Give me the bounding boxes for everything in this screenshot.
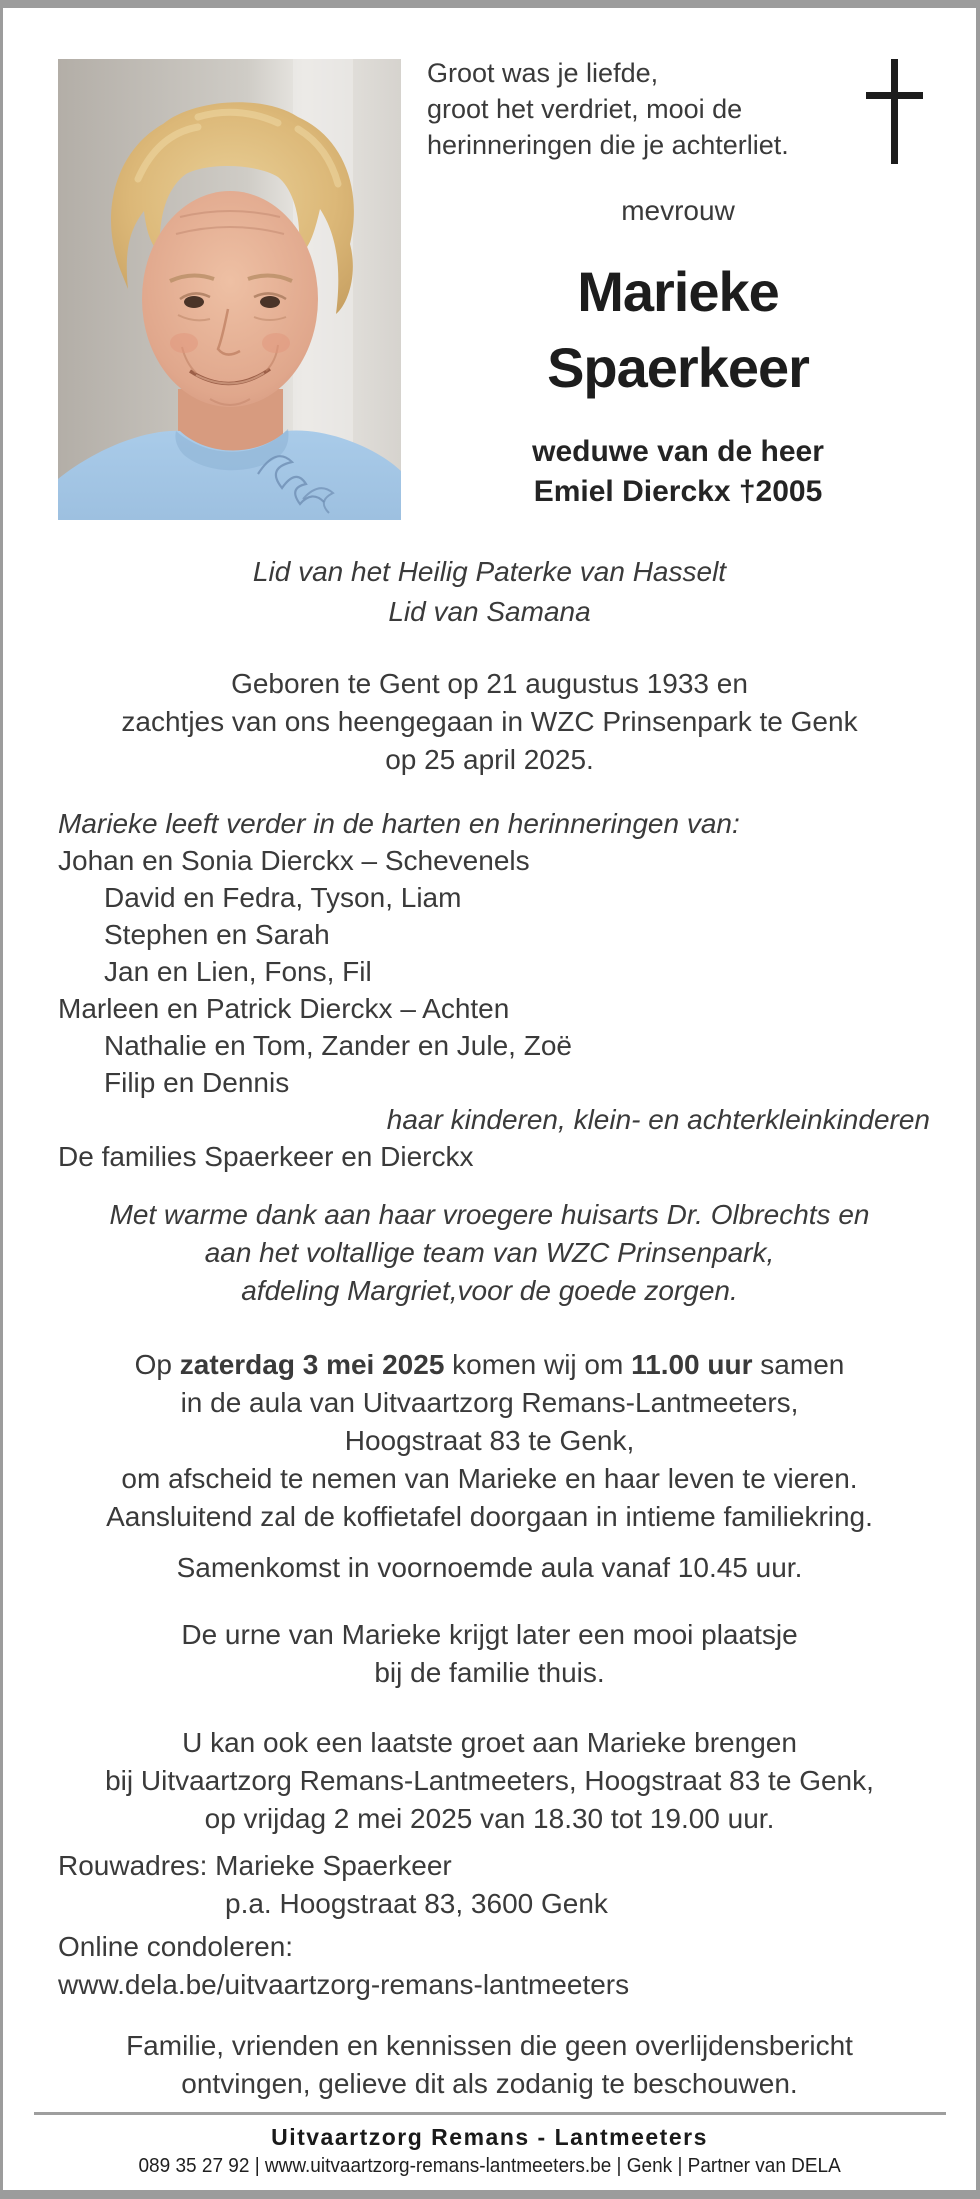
ceremony-line1 [3, 1346, 976, 1384]
text-line: Familie, vrienden en kennissen die geen overlijdensbericht [126, 2030, 853, 2061]
text-line: Geboren te Gent op 21 augustus 1933 en [231, 668, 748, 699]
online-condolences-label: Online condoleren: [58, 1931, 294, 1962]
funeral-home-name: Uitvaartzorg Remans - Lantmeeters [271, 2124, 708, 2150]
opening-quote [427, 55, 789, 163]
family-member-line: Johan en Sonia Dierckx – Schevenels [58, 845, 530, 876]
bold-text-segment: 11.00 uur [631, 1349, 753, 1380]
footer-divider [34, 2112, 946, 2115]
deceased-first-name: Marieke [577, 260, 779, 323]
text-line: De urne van Marieke krijgt later een mooi plaatsje [181, 1619, 798, 1650]
family-member-line: Filip en Dennis [104, 1067, 290, 1098]
bold-text-segment: zaterdag 3 mei 2025 [179, 1349, 445, 1380]
visitation-info [3, 1724, 976, 1838]
text-segment: komen wij om [444, 1349, 632, 1380]
text-line: herinneringen die je achterliet. [427, 130, 789, 160]
text-segment: samen [752, 1349, 845, 1380]
text-line: in de aula van Uitvaartzorg Remans-Lantmeeters, [180, 1387, 799, 1418]
online-condolences-url: www.dela.be/uitvaartzorg-remans-lantmeeters [58, 1969, 630, 2000]
funeral-home-contact [3, 2155, 976, 2178]
text-line: om afscheid te nemen van Marieke en haar leven te vieren. [121, 1463, 858, 1494]
text-line: op vrijdag 2 mei 2025 van 18.30 tot 19.00 uur. [204, 1803, 775, 1834]
families-line: De families Spaerkeer en Dierckx [58, 1141, 474, 1172]
online-condolences [58, 1928, 629, 2004]
text-line: ontvingen, gelieve dit als zodanig te beschouwen. [181, 2068, 798, 2099]
text-line: Aansluitend zal de koffietafel doorgaan in intieme familiekring. [106, 1501, 873, 1532]
memberships [3, 552, 976, 632]
text-line: Groot was je liefde, [427, 58, 659, 88]
salutation: mevrouw [621, 195, 735, 226]
family-rows [58, 842, 930, 1101]
text-line: groot het verdriet, mooi de [427, 94, 743, 124]
family-list [58, 805, 930, 1175]
thanks-note [3, 1196, 976, 1310]
text-line: aan het voltallige team van WZC Prinsenpark, [204, 1237, 775, 1268]
portrait-photo-illustration [58, 59, 401, 520]
portrait-photo [58, 59, 401, 520]
text-line: zachtjes van ons heengegaan in WZC Prinsenpark te Genk [121, 706, 858, 737]
family-intro: Marieke leeft verder in de harten en herinneringen van: [58, 808, 740, 839]
text-line: Met warme dank aan haar vroegere huisarts Dr. Olbrechts en [109, 1199, 870, 1230]
mourning-address-street: p.a. Hoogstraat 83, 3600 Genk [225, 1888, 608, 1919]
family-member-line: Jan en Lien, Fons, Fil [104, 956, 372, 987]
text-segment: Op [134, 1349, 180, 1380]
funeral-home-contact-text: 089 35 27 92 | www.uitvaartzorg-remans-lantmeeters.be | Genk | Partner van DELA [138, 2155, 841, 2177]
text-line: bij de familie thuis. [374, 1657, 605, 1688]
ceremony-lines [3, 1384, 976, 1536]
text-line: op 25 april 2025. [385, 744, 594, 775]
text-line: bij Uitvaartzorg Remans-Lantmeeters, Hoogstraat 83 te Genk, [105, 1765, 874, 1796]
deceased-last-name: Spaerkeer [547, 336, 809, 399]
family-member-line: David en Fedra, Tyson, Liam [104, 882, 462, 913]
obituary-card [3, 8, 976, 2190]
life-dates [3, 665, 976, 779]
notice-text [3, 2027, 976, 2103]
family-caption: haar kinderen, klein- en achterkleinkinderen [386, 1104, 930, 1135]
family-member-line: Marleen en Patrick Dierckx – Achten [58, 993, 510, 1024]
text-line: Hoogstraat 83 te Genk, [344, 1425, 635, 1456]
cross-icon [860, 59, 928, 167]
gathering-info: Samenkomst in voornoemde aula vanaf 10.45 uur. [176, 1552, 803, 1583]
text-line: afdeling Margriet,voor de goede zorgen. [241, 1275, 738, 1306]
mourning-address [58, 1847, 608, 1923]
widow-of: weduwe van de heer Emiel Dierckx †2005 [532, 435, 824, 508]
deceased-name [403, 254, 953, 406]
urn-info [3, 1616, 976, 1692]
ceremony-info [3, 1346, 976, 1536]
family-member-line: Nathalie en Tom, Zander en Jule, Zoë [104, 1030, 572, 1061]
text-line: U kan ook een laatste groet aan Marieke brengen [182, 1727, 797, 1758]
text-line: Lid van Samana [388, 596, 591, 627]
mourning-address-name: Rouwadres: Marieke Spaerkeer [58, 1850, 452, 1881]
text-line: Lid van het Heilig Paterke van Hasselt [252, 556, 727, 587]
family-member-line: Stephen en Sarah [104, 919, 330, 950]
